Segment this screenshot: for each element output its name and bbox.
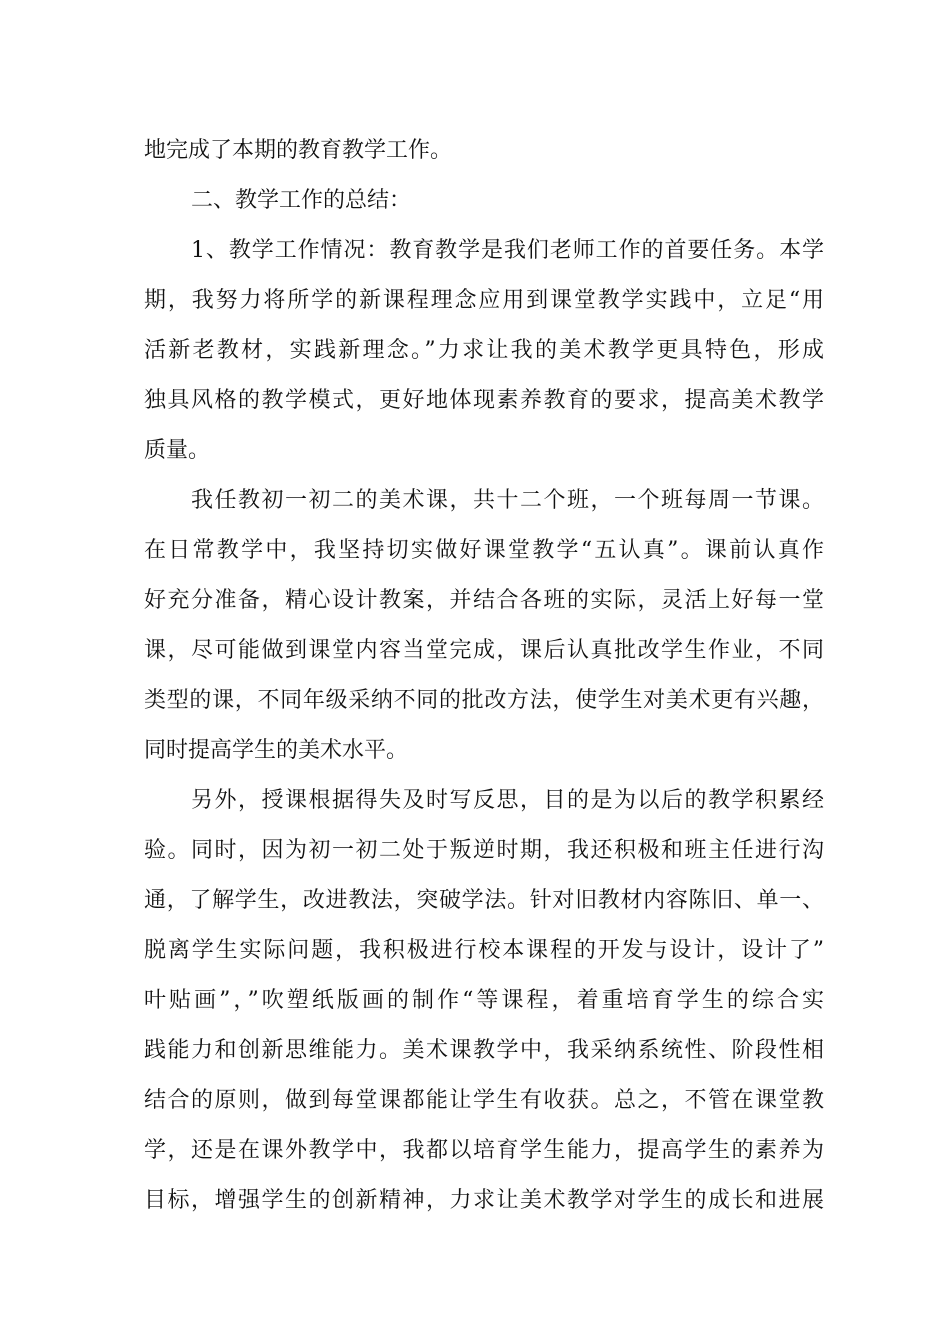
text-line: 另外，授课根据得失及时写反思，目的是为以后的教学积累经 (191, 788, 824, 813)
text-line: 质量。 (144, 438, 211, 463)
text-line: 好充分准备，精心设计教案，并结合各班的实际，灵活上好每一堂 (144, 588, 824, 613)
text-line: 课，尽可能做到课堂内容当堂完成，课后认真批改学生作业，不同 (144, 638, 824, 663)
text-line: 学，还是在课外教学中，我都以培育学生能力，提高学生的素养为 (144, 1138, 824, 1163)
text-line: 1、教学工作情况：教育教学是我们老师工作的首要任务。本学 (191, 238, 824, 263)
text-line: 践能力和创新思维能力。美术课教学中，我采纳系统性、阶段性相 (144, 1038, 824, 1063)
text-line: 叶贴画”，”吹塑纸版画的制作“等课程，着重培育学生的综合实 (144, 988, 824, 1013)
text-line: 活新老教材，实践新理念。”力求让我的美术教学更具特色，形成 (144, 338, 824, 363)
text-line: 地完成了本期的教育教学工作。 (144, 138, 453, 163)
text-line: 目标，增强学生的创新精神，力求让美术教学对学生的成长和进展 (144, 1188, 824, 1213)
text-line: 类型的课，不同年级采纳不同的批改方法，使学生对美术更有兴趣， (144, 688, 824, 713)
text-line: 通，了解学生，改进教法，突破学法。针对旧教材内容陈旧、单一、 (144, 888, 824, 913)
text-line: 同时提高学生的美术水平。 (144, 738, 409, 763)
text-line: 我任教初一初二的美术课，共十二个班，一个班每周一节课。 (191, 488, 824, 513)
text-line: 期，我努力将所学的新课程理念应用到课堂教学实践中，立足“用 (144, 288, 824, 313)
text-line: 结合的原则，做到每堂课都能让学生有收获。总之，不管在课堂教 (144, 1088, 824, 1113)
text-line: 在日常教学中，我坚持切实做好课堂教学“五认真”。课前认真作 (144, 538, 824, 563)
section-heading: 二、教学工作的总结： (191, 188, 412, 213)
text-line: 独具风格的教学模式，更好地体现素养教育的要求，提高美术教学 (144, 388, 824, 413)
text-line: 验。同时，因为初一初二处于叛逆时期，我还积极和班主任进行沟 (144, 838, 824, 863)
text-line: 脱离学生实际问题，我积极进行校本课程的开发与设计，设计了” (144, 938, 824, 963)
